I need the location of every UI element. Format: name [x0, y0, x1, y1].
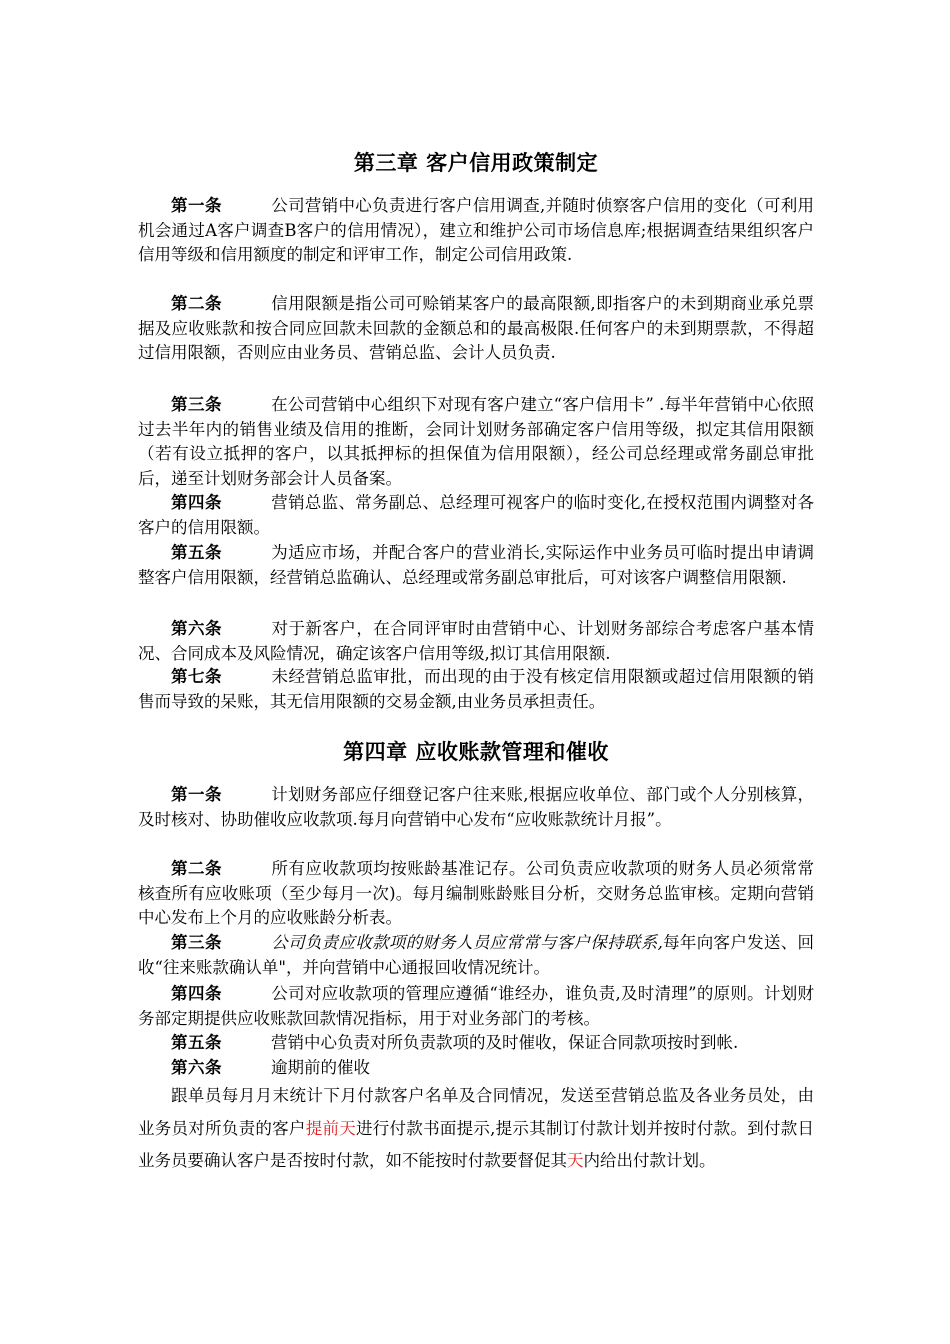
- highlighted-text: 提前天: [305, 1118, 356, 1138]
- article-text: 为适应市场，并配合客户的营业消长,实际运作中业务员可临时提出申请调整客户信用限额，经营销总监确认、总经理或常务副总审批后，可对该客户调整信用限额.: [138, 543, 814, 587]
- article: [138, 783, 814, 832]
- article: [138, 292, 814, 366]
- chapter-4-title: 第四章 应收账款管理和催收: [343, 740, 609, 764]
- article-label: 第四条: [171, 984, 222, 1003]
- article: [138, 491, 814, 540]
- article-label: 第一条: [171, 196, 222, 215]
- article-label: 第五条: [171, 543, 222, 562]
- article-label: 第七条: [171, 667, 222, 686]
- article-text: 公司营销中心负责进行客户信用调查,并随时侦察客户信用的变化（可利用机会通过A客户调查B客户的信用情况），建立和维护公司市场信息库;根据调查结果组织客户信用等级和信用额度的制定和评审工作，制定公司信用政策.: [138, 196, 814, 265]
- article-text: 逾期前的催收: [271, 1058, 370, 1077]
- article-text: 所有应收款项均按账龄基准记存。公司负责应收款项的财务人员必须常常核查所有应收账项（至少每月一次)。每月编制账龄账目分析，交财务总监审核。定期向营销中心发布上个月的应收账龄分析表。: [138, 859, 814, 928]
- article: [138, 1031, 814, 1056]
- paragraph-text: 内给出付款计划。: [583, 1151, 716, 1170]
- article-label: 第二条: [171, 294, 222, 313]
- article-text: 信用限额是指公司可赊销某客户的最高限额,即指客户的未到期商业承兑票据及应收账款和按合同应回款未回款的金额总和的最高极限.任何客户的未到期票款，不得超过信用限额，否则应由业务员、营销总监、会计人员负责.: [138, 294, 814, 363]
- article: [138, 665, 814, 714]
- collection-paragraph: [138, 1080, 814, 1178]
- article-label: 第一条: [171, 785, 222, 804]
- article-label: 第三条: [171, 395, 222, 414]
- article-text: 营销总监、常务副总、总经理可视客户的临时变化,在授权范围内调整对各客户的信用限额。: [138, 493, 814, 537]
- article-label: 第六条: [171, 619, 222, 638]
- article-text: 在公司营销中心组织下对现有客户建立“客户信用卡” .每半年营销中心依照过去半年内的销售业绩及信用的推断，会同计划财务部确定客户信用等级，拟定其信用限额（若有设立抵押的客户，以其抵押标的担保值为信用限额），经公司总经理或常务副总审批后，递至计划财务部会计人员备案。: [138, 395, 814, 488]
- highlighted-text: 天: [567, 1151, 584, 1170]
- article-text: 公司对应收款项的管理应遵循“谁经办，谁负责,及时清理”的原则。计划财务部定期提供应收账款回款情况指标，用于对业务部门的考核。: [138, 984, 814, 1028]
- article: [138, 1056, 814, 1081]
- article: [138, 931, 814, 980]
- article-label: 第六条: [171, 1058, 222, 1077]
- article: [138, 194, 814, 268]
- article: [138, 617, 814, 666]
- article-text-italic: 公司负责应收款项的财务人员应常常与客户保持联系,: [271, 933, 663, 952]
- article-label: 第二条: [171, 859, 222, 878]
- paragraph-text: 进行付款书面提示,提示其制订付款计划并按时付款。到付款日业务员要确认客户是否按时付款，如不能按时付款要督促其: [138, 1118, 815, 1170]
- article-text: 计划财务部应仔细登记客户往来账,根据应收单位、部门或个人分别核算，及时核对、协助催收应收款项.每月向营销中心发布“应收账款统计月报”。: [138, 785, 814, 829]
- article-label: 第四条: [171, 493, 222, 512]
- article: [138, 541, 814, 590]
- paragraph-text: 跟单员每月月末统计下月付款客户名单及合同情况，发送至营销总监及各业务员处，由业务员对所负责的客户: [138, 1086, 814, 1138]
- article-label: 第三条: [171, 933, 222, 952]
- chapter-3-title: 第三章 客户信用政策制定: [353, 151, 599, 175]
- article-text: 每年向客户发送、回收“往来账款确认单"，并向营销中心通报回收情况统计。: [138, 933, 815, 977]
- article-text: 对于新客户，在合同评审时由营销中心、计划财务部综合考虑客户基本情况、合同成本及风险情况，确定该客户信用等级,拟订其信用限额.: [138, 619, 814, 663]
- article: [138, 393, 814, 491]
- article-label: 第五条: [171, 1033, 222, 1052]
- article: [138, 982, 814, 1031]
- article-text: 未经营销总监审批，而出现的由于没有核定信用限额或超过信用限额的销售而导致的呆账，其无信用限额的交易金额,由业务员承担责任。: [138, 667, 814, 711]
- article: [138, 857, 814, 931]
- article-text: 营销中心负责对所负责款项的及时催收，保证合同款项按时到帐.: [271, 1033, 739, 1052]
